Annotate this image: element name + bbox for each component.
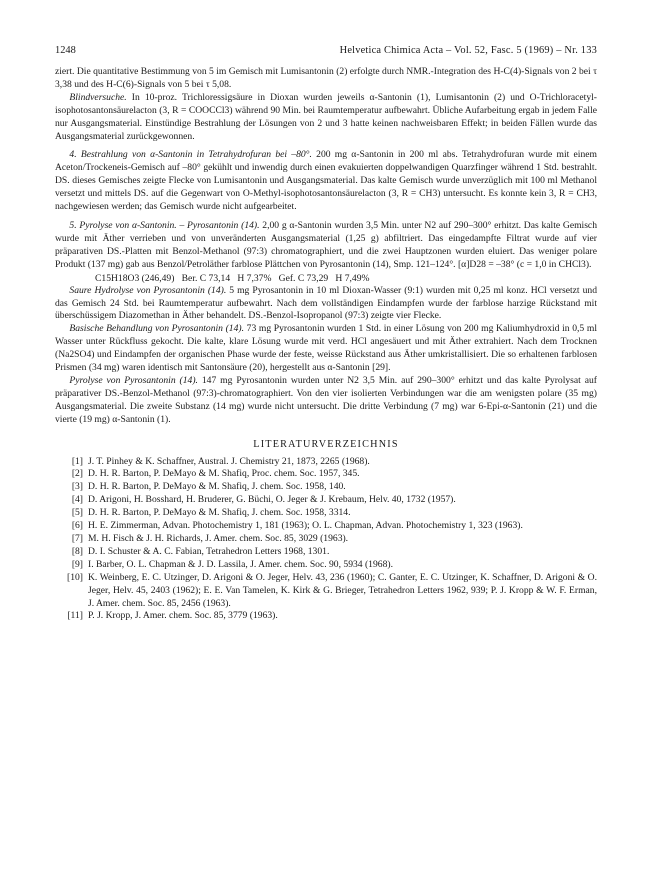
reference-item	[55, 507, 597, 520]
reference-item	[55, 494, 597, 507]
reference-list	[55, 456, 597, 624]
reference-number: [4]	[71, 494, 83, 506]
reference-number: [7]	[71, 533, 83, 544]
paragraph-body: 200 mg α-Santonin in 200 ml abs. Tetrahydrofuran wurde mit einem Aceton/Trockeneis-Gemisch auf –80° gekühlt und inwendig durch einen evakuierten doppelwandigen Quarzfinger während 1 Std. bestrahlt. DS. dieses Gemisches zeigte Flecke von Lumisantonin und Ausgangsmaterial. Das kalte Gemisch wurde unverzüglich mit 100 ml Methanol versetzt und mittels DS. auf die Gegenwart von O-Methyl-isophotosantonsäurelacton (3, R = CH3) untersucht. Es konnte kein 3, R = CH3, nachgewiesen werden; das Gemisch wurde nicht aufgearbeitet.	[55, 149, 597, 213]
journal-header: Helvetica Chimica Acta – Vol. 52, Fasc. 5 (1969) – Nr. 133	[339, 45, 597, 56]
paragraph-pyrolysis	[55, 375, 597, 427]
reference-item	[55, 456, 597, 469]
reference-text: D. Arigoni, H. Bosshard, H. Bruderer, G. Büchi, O. Jeger & J. Krebaum, Helv. 40, 1732 (1957).	[88, 494, 456, 506]
elemental-analysis	[95, 272, 597, 285]
reference-number: [9]	[71, 558, 83, 570]
paragraph-body: In 10-proz. Trichloressigsäure in Dioxan wurden jeweils α-Santonin (1), Lumisantonin (2) und O-Trichloracetyl-isophotosantonsäurelacton (3, R = COOCCl3) während 90 Min. bei Raumtemperatur aufbewahrt. Übliche Aufarbeitung ergab in jedem Falle nur Ausgangsmaterial. Einstündige Bestrahlung der Lösungen von 2 und 3 hatte keinen nachweisbaren Effekt; in beiden Fällen wurde das Ausgangsmaterial zurückgewonnen.	[55, 91, 597, 142]
section-heading: 5. Pyrolyse von α-Santonin. – Pyrosantonin (14).	[69, 219, 260, 231]
reference-number: [5]	[71, 507, 83, 519]
paragraph-heading: Pyrolyse von Pyrosantonin (14).	[69, 374, 198, 386]
paragraph-section-4	[55, 149, 597, 214]
reference-number: [8]	[71, 545, 83, 557]
paragraph-section-5	[55, 220, 597, 272]
reference-item	[55, 572, 597, 611]
reference-item	[55, 468, 597, 481]
paragraph-basic-treatment	[55, 323, 597, 375]
reference-text: D. H. R. Barton, P. DeMayo & M. Shafiq, J. chem. Soc. 1958, 140.	[88, 481, 346, 493]
paragraph-hydrolysis	[55, 285, 597, 324]
page-number: 1248	[55, 45, 76, 56]
reference-item	[55, 546, 597, 559]
reference-text: I. Barber, O. L. Chapman & J. D. Lassila, J. Amer. chem. Soc. 90, 5934 (1968).	[88, 558, 393, 570]
reference-text: D. H. R. Barton, P. DeMayo & M. Shafiq, Proc. chem. Soc. 1957, 345.	[88, 468, 360, 480]
reference-number: [6]	[71, 520, 83, 532]
reference-number: [2]	[71, 468, 83, 480]
paragraph-body: 147 mg Pyrosantonin wurden unter N2 3,5 Min. auf 290–300° erhitzt und das kalte Pyrolysat auf präparativer DS.-Benzol-Methanol (97:3)-chromatographiert. Von den vier isolierten Verbindungen war die am wenigsten polare (35 mg) Ausgangsmaterial. Die zweite Substanz (14 mg) wurde nicht untersucht. Die dritte Verbindung (7 mg) war 6-Epi-α-Santonin (21) und die vierte (19 mg) α-Santonin (1).	[55, 374, 597, 425]
reference-text: K. Weinberg, E. C. Utzinger, D. Arigoni & O. Jeger, Helv. 43, 236 (1960); C. Ganter, E. C. Utzinger, K. Schaffner, D. Arigoni & O. Jeger, Helv. 45, 2403 (1962); E. E. Van Tamelen, K. Kirk & G. Brieger, Tetrahedron Letters 1962, 939; P. J. Kropp & W. F. Erman, J. Amer. chem. Soc. 85, 2456 (1963).	[88, 571, 597, 609]
paragraph-body: 2,00 g α-Santonin wurden 3,5 Min. unter N2 auf 290–300° erhitzt. Das kalte Gemisch wurde mit Äther verrieben und von unveränderten Ausgangsmaterial (1,25 g) abfiltriert. Das eingedampfte Filtrat wurde auf vier präparativen DS.-Platten mit Benzol-Methanol (97:3) chromatographiert, und die zwei Hauptzonen wurden eluiert. Das weniger polare Produkt (137 mg) gab aus Benzol/Petroläther farblose Plättchen von Pyrosantonin (14), Smp. 121–124°. [α]D28 = –38° (c = 1,0 in CHCl3).	[55, 219, 597, 270]
paragraph-body: 5 mg Pyrosantonin in 10 ml Dioxan-Wasser (9:1) wurden mit 0,25 ml konz. HCl versetzt und das Gemisch 24 Std. bei Raumtemperatur aufbewahrt. Nach dem vollständigen Eindampfen wurde der farblose harzige Rückstand mit überschüssigem Diazomethan in Äther behandelt. DS.-Benzol-Isopropanol (97:3) zeigte vier Flecke.	[55, 284, 597, 322]
paragraph-heading: Saure Hydrolyse von Pyrosantonin (14).	[69, 284, 227, 296]
reference-text: D. H. R. Barton, P. DeMayo & M. Shafiq, J. chem. Soc. 1958, 3314.	[88, 507, 351, 519]
paragraph-heading: Basische Behandlung von Pyrosantonin (14).	[69, 323, 244, 335]
reference-text: M. H. Fisch & J. H. Richards, J. Amer. chem. Soc. 85, 3029 (1963).	[88, 533, 349, 544]
reference-number: [1]	[71, 455, 83, 467]
references-title: LITERATURVERZEICHNIS	[253, 438, 399, 450]
section-heading: 4. Bestrahlung von α-Santonin in Tetrahydrofuran bei –80°.	[69, 149, 312, 161]
reference-item	[55, 481, 597, 494]
reference-text: D. I. Schuster & A. C. Fabian, Tetrahedron Letters 1968, 1301.	[88, 545, 330, 557]
reference-text: H. E. Zimmerman, Advan. Photochemistry 1, 181 (1963); O. L. Chapman, Advan. Photochemistry 1, 323 (1963).	[88, 520, 523, 532]
molecular-formula: C15H18O3 (246,49)	[95, 272, 175, 284]
found-values: Gef. C 73,29 H 7,49%	[278, 272, 370, 284]
reference-number: [10]	[67, 571, 83, 583]
page-header	[55, 44, 597, 57]
reference-item	[55, 520, 597, 533]
calculated-values: Ber. C 73,14 H 7,37%	[181, 272, 272, 284]
reference-number: [3]	[71, 481, 83, 493]
reference-item	[55, 533, 597, 546]
paragraph-1: ziert. Die quantitative Bestimmung von 5 im Gemisch mit Lumisantonin (2) erfolgte durch NMR.-Integration des H-C(4)-Signals von 2 bei τ 3,38 und des H-C(6)-Signals von 5 bei τ 5,08.	[55, 66, 597, 90]
document-page	[55, 44, 597, 623]
reference-item	[55, 610, 597, 623]
reference-text: P. J. Kropp, J. Amer. chem. Soc. 85, 3779 (1963).	[88, 610, 278, 622]
experimental-text	[55, 66, 597, 427]
paragraph-body: 73 mg Pyrosantonin wurden 1 Std. in einer Lösung von 200 mg Kaliumhydroxid in 0,5 ml Wasser unter Rückfluss gekocht. Die kalte, klare Lösung wurde mit verd. HCl angesäuert und mit Äther extrahiert. Nach dem Trocknen (Na2SO4) und Eindampfen der organischen Phase wurde der feste, weisse Rückstand aus Äther umkristallisiert. Die so erhaltenen farblosen Prismen (34 mg) waren identisch mit Santonsäure (20), hergestellt aus α-Santonin [29].	[55, 323, 597, 374]
paragraph-blindversuche	[55, 92, 597, 144]
reference-item	[55, 559, 597, 572]
paragraph-heading: Blindversuche.	[69, 91, 127, 103]
reference-text: J. T. Pinhey & K. Schaffner, Austral. J. Chemistry 21, 1873, 2265 (1968).	[88, 455, 370, 467]
reference-number: [11]	[67, 610, 83, 622]
